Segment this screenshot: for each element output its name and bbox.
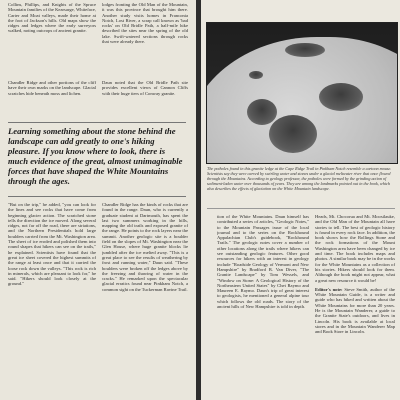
- editor-note-label: Editor's note:: [315, 286, 343, 292]
- left-page: [0, 0, 196, 400]
- right-col2: Heads, Mt. Chocorua and Mt. Moosilauke, and the Old Man of the Mountain all have stories to tell. The best of geologic history is found in every rock face. In addition, the book shows how the Rollings Stone and the rock formations of the Mount Washington area have been changed by ice and time. The book includes maps and photos. A similar book may be in the works for the White Mountains as a collection of his stories. Hikers should look for them. Although the book might not appear, what a great new resource it would be! Editor's note: Steve Smith, author of the White Mountain Guide, is a writer and guide who has hiked and written about the White Mountains for more than 20 years. He is the Mountain Wanderer, a guide to the Granite State's outdoors, and lives in Lincoln. His book is available at local stores and in the Mountain Wanderer Map and Book Store in Lincoln.: [315, 214, 395, 373]
- photo-caption: The potholes found in this granite ledge at the Cape Ridge Trail in Pinkham Notch resemble a cartoon mouse. Scientists say they were carved by swirling water and stones under a glacial meltwater river that once flowed through the Mountains. According to geology professor, the potholes were formed by the grinding action of sediment-laden water over thousands of years. They are among the landmarks pointed out in the book, which also describes the effects of glaciation on the White Mountain landscape.: [207, 166, 392, 191]
- left-col1-bottom: "But on the trip," he added, "you can look for the lines and see rocks that have come from beginning glacier action. The scratched stone tells the direction the ice moved. Along several ridges, not far off the road, there are striations, and the Northern Presidentials hold large boulders carried from the Mt. Washington area. The sheet of ice eroded and polished them into round shapes that hikers can see on the trails," he explained. Scientists have found that the great ice sheet covered the highest summits of the range at least once and that it carried the loose rock down the valleys. "This rock is rich in minerals, which are pleasant to look for," he said. "Hikers should look closely at the ground.": [8, 202, 96, 287]
- pothole-top: [285, 43, 325, 57]
- pull-quote-top-rule: [8, 122, 186, 123]
- right-col1: tion of the White Mountains. Daun himself has contributed a series of articles, "Geologic Notes," to the Mountain Passages issue of the local journal and to the series on the Rockhound Appalachian Club's guidebook, "Rockhound Trails." The geologic notes cover a number of other locations along the trails where hikers can see outstanding geologic features. Other good resources for hikers with an interest in geology include "Roadside Geology of Vermont and New Hampshire" by Bradford B. Van Diver, "The Granite Landscape" by Tom Wessels, and "Window on Stone: A Geological History of the Northeastern United States" by Chet Raymo and Maureen E. Raymo. Daun's trip of great interest to geologists, he mentioned a general alpine tour which follows the old roads. The story of the ancient hills of New Hampshire is told in depth.: [217, 214, 309, 310]
- pothole-photo: [206, 22, 398, 164]
- pothole-face: [269, 115, 317, 153]
- pothole-ear-left: [247, 99, 277, 125]
- editor-note-text: Steve Smith, author of the White Mountain Guide, is a writer and guide who has hiked and written about the White Mountains for more than 20 years. He is the Mountain Wanderer, a guide to the Granite State's outdoors, and lives in Lincoln. His book is available at local stores and in the Mountain Wanderer Map and Book Store in Lincoln.: [315, 286, 395, 335]
- pull-quote-bottom-rule: [8, 196, 186, 197]
- pothole-small: [249, 71, 263, 79]
- left-col2-mid: Daun noted that the Old Bridle Path site provides excellent views of Cannon Cliffs with their huge tiers of Conway granite.: [102, 80, 188, 96]
- left-col2-top: lodges fronting the Old Man of the Mountain, it was this province that brought him there. Another study visits homes in Franconia Notch, Lost River, a scrap call known as 'bad rocks' on Old Bridle Path, a half-mile hike described the sites near the spring of the old lake. Swift-watered sections through rocks that were already there.: [102, 2, 188, 45]
- caption-rule: [207, 208, 395, 209]
- pothole-right: [319, 83, 363, 111]
- left-col1-top: Collins, Phillips, and Knights of the Spruce Mountain families of the Kearsarge, Whiteface, Carter and Moat valleys, made their home at the foot of Jackson's hills. Old maps show the ridges and ledges where the early surveyors walked, noting outcrops of ancient granite.: [8, 2, 96, 34]
- editor-note: [315, 287, 395, 373]
- right-page: [201, 0, 400, 400]
- pull-quote: Learning something about the stone behind the landscape can add greatly to one's hiking pleasure. If you know where to look, there is much evidence of the great, almost unimaginable forces that have shaped the White Mountains through the ages.: [8, 126, 183, 186]
- left-col1-mid: Chandler Ridge and other portions of the cliff have their own marks on the landscape. Glacial scratches hide beneath moss and lichen.: [8, 80, 96, 96]
- left-col2-bottom: Chandler Ridge has the kinds of rocks that are found in the range. Daun, who is currently a graduate student at Dartmouth, has spent the last two summers working in the hills, mapping the old trails and exposed granite of the range. He points to the rock layers near the summit. Another geologic site is a boulder field on the slopes of Mt. Washington near the Glen House, where huge granite blocks lie jumbled after the ice melted away. "This is a great place to see the results of weathering by frost and running water," Daun said. "These boulders were broken off the ledges above by the freezing and thawing of water in the cracks." He remarked upon the spectacular glacial erratics found near Pinkham Notch, a common sight on the Tuckerman Ravine Trail.: [102, 202, 188, 292]
